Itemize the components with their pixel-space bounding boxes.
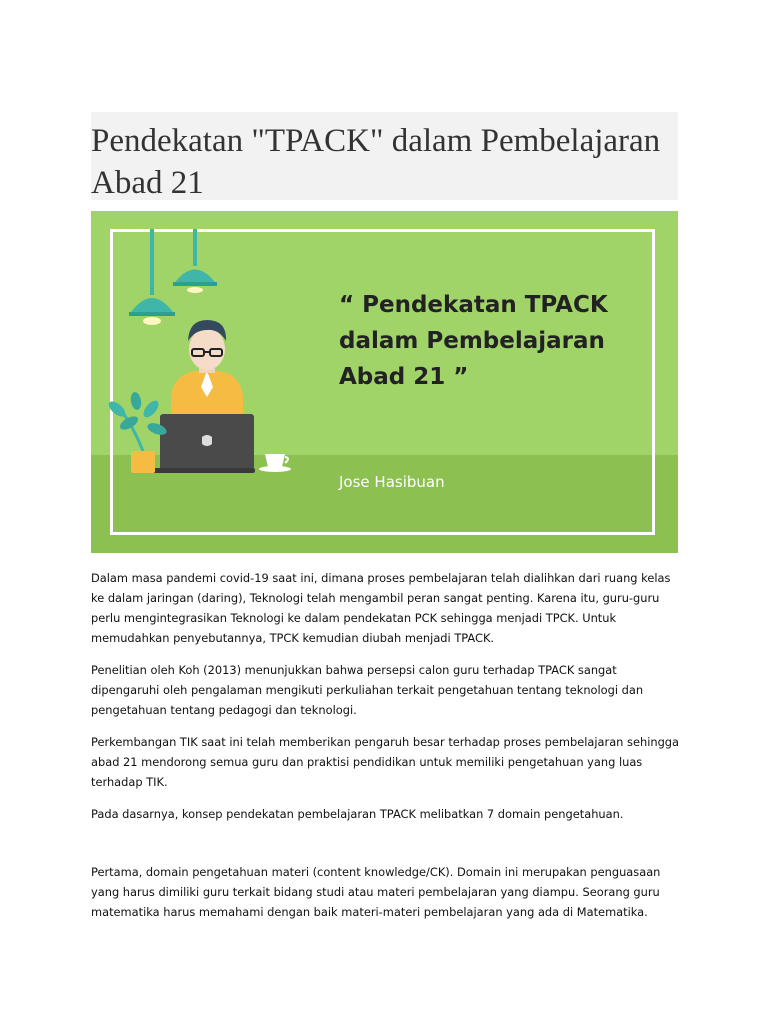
article-body bbox=[91, 568, 683, 934]
banner-author: Jose Hasibuan bbox=[339, 473, 445, 491]
paragraph: Dalam masa pandemi covid-19 saat ini, dimana proses pembelajaran telah dialihkan dari ruang kelas ke dalam jaringan (daring), Teknologi telah mengambil peran sangat penting. Karena itu, guru-guru perlu mengintegrasikan Teknologi ke dalam pendekatan PCK sehingga menjadi TPCK. Untuk memudahkan penyebutannya, TPCK kemudian diubah menjadi TPACK. bbox=[91, 571, 671, 645]
title-block bbox=[91, 112, 678, 200]
pendant-lamp-icon bbox=[173, 229, 217, 293]
paragraph: Penelitian oleh Koh (2013) menunjukkan bahwa persepsi calon guru terhadap TPACK sangat dipengaruhi oleh pengalaman mengikuti perkuliahan terkait pengetahuan tentang teknologi dan pengetahuan tentang pedagogi dan teknologi. bbox=[91, 663, 644, 717]
page-title: Pendekatan "TPACK" dalam Pembelajaran Abad 21 bbox=[91, 123, 661, 201]
pendant-lamp-icon bbox=[129, 229, 175, 325]
coffee-cup-icon bbox=[259, 454, 291, 472]
article-banner bbox=[91, 211, 678, 553]
person-with-laptop-illustration bbox=[151, 320, 255, 473]
paragraph: Pertama, domain pengetahuan materi (content knowledge/CK). Domain ini merupakan penguasaan yang harus dimiliki guru terkait bidang studi atau materi pembelajaran yang diampu. Seorang guru matematika harus memahami dengan baik materi-materi pembelajaran yang ada di Matematika. bbox=[91, 865, 661, 919]
paragraph: Perkembangan TIK saat ini telah memberikan pengaruh besar terhadap proses pembelajaran sehingga abad 21 mendorong semua guru dan praktisi pendidikan untuk memiliki pengetahuan yang luas terhadap TIK. bbox=[91, 735, 680, 789]
potted-plant-icon bbox=[106, 391, 168, 473]
paragraph: Pada dasarnya, konsep pendekatan pembelajaran TPACK melibatkan 7 domain pengetahuan. bbox=[91, 807, 624, 821]
banner-title: “ Pendekatan TPACK dalam Pembelajaran Abad 21 ” bbox=[339, 292, 608, 390]
